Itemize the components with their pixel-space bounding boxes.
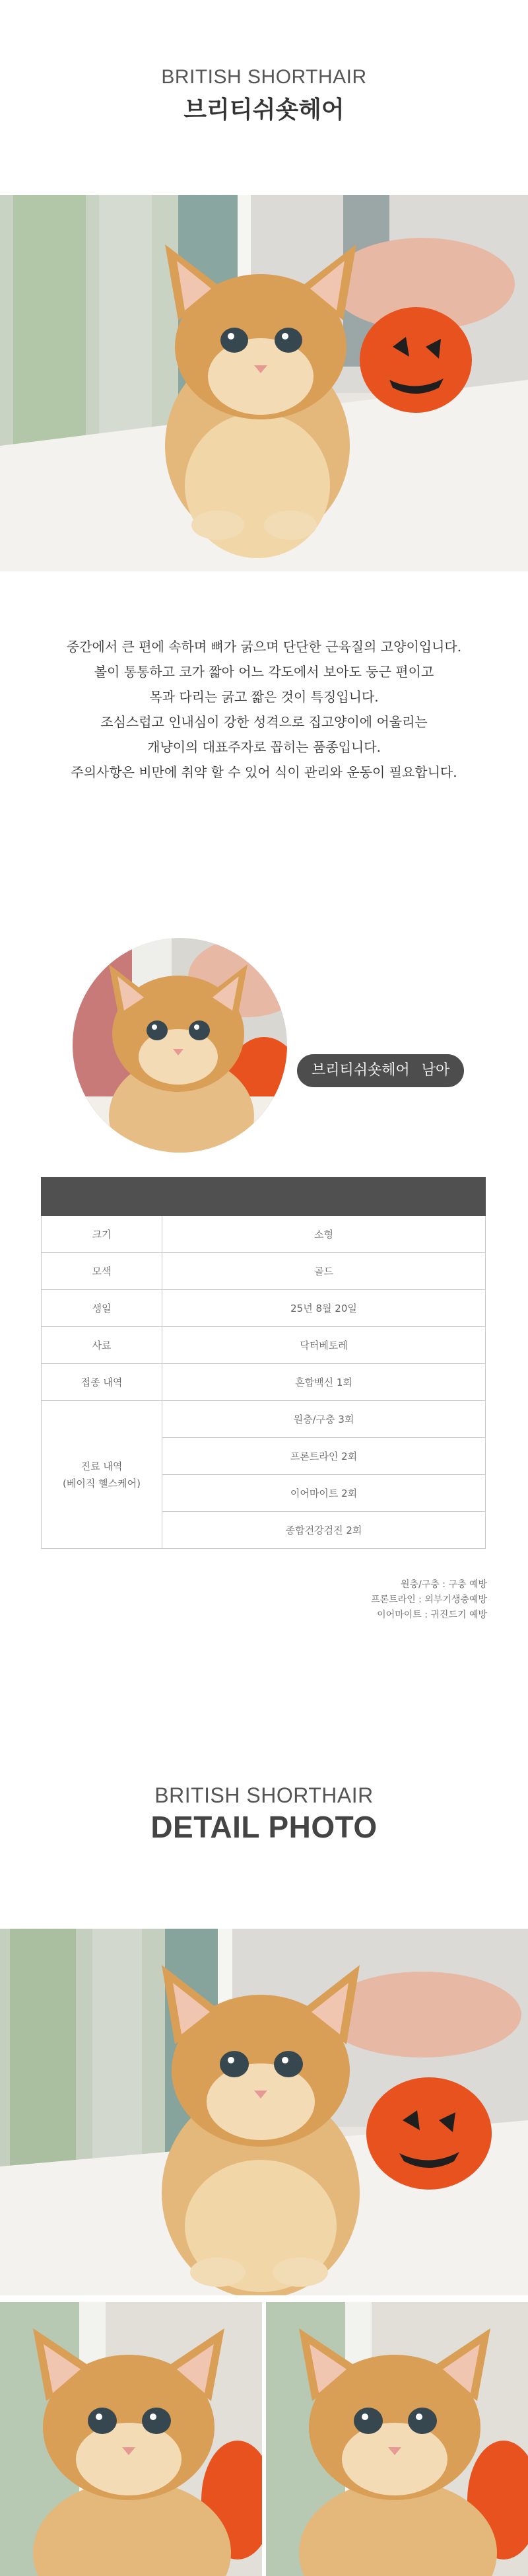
row-value: 골드 bbox=[162, 1253, 486, 1290]
row-key: 사료 bbox=[42, 1327, 162, 1364]
row-value: 25년 8월 20일 bbox=[162, 1290, 486, 1327]
table-row bbox=[42, 1327, 486, 1364]
note-line: 이어마이트 : 귀진드기 예방 bbox=[377, 1610, 487, 1620]
title-en: BRITISH SHORTHAIR bbox=[154, 1783, 374, 1807]
description-line: 볼이 통통하고 코가 짧아 어느 각도에서 보아도 둥근 편이고 bbox=[94, 664, 434, 680]
table-row bbox=[42, 1216, 486, 1253]
treatment-value: 이어마이트 2회 bbox=[162, 1475, 486, 1512]
description-line: 개냥이의 대표주자로 꼽히는 품종입니다. bbox=[147, 739, 381, 755]
table-header-cell bbox=[42, 1178, 162, 1216]
kitten-photo-detail bbox=[0, 1929, 528, 2295]
description-line: 주의사항은 비만에 취약 할 수 있어 식이 관리와 운동이 필요합니다. bbox=[71, 764, 457, 780]
section-header bbox=[0, 66, 528, 125]
title-ko: 브리티쉬숏헤어 bbox=[183, 96, 345, 124]
row-key: 접종 내역 bbox=[42, 1364, 162, 1401]
treatment-key-line: (베이직 헬스케어) bbox=[63, 1477, 141, 1489]
kitten-photo-small-right bbox=[266, 2302, 528, 2576]
title-en: BRITISH SHORTHAIR bbox=[161, 66, 367, 88]
row-key: 크기 bbox=[42, 1216, 162, 1253]
row-value: 혼합백신 1회 bbox=[162, 1364, 486, 1401]
table-row bbox=[42, 1401, 486, 1438]
table-header-row bbox=[42, 1178, 486, 1216]
treatment-value: 프론트라인 2회 bbox=[162, 1438, 486, 1475]
treatment-value: 종합건강검진 2회 bbox=[162, 1512, 486, 1549]
row-key: 생일 bbox=[42, 1290, 162, 1327]
row-key: 모색 bbox=[42, 1253, 162, 1290]
note-line: 원충/구충 : 구충 예방 bbox=[401, 1579, 487, 1590]
breed-sex-badge bbox=[297, 1054, 464, 1087]
info-table bbox=[41, 1177, 486, 1549]
table-header-cell bbox=[162, 1178, 486, 1216]
row-value: 소형 bbox=[162, 1216, 486, 1253]
row-value: 닥터베토레 bbox=[162, 1327, 486, 1364]
description-line: 목과 다리는 굵고 짧은 것이 특징입니다. bbox=[149, 689, 379, 705]
treatment-notes bbox=[371, 1577, 487, 1623]
section-header-detail bbox=[0, 1783, 528, 1845]
treatment-key-line: 진료 내역 bbox=[81, 1460, 123, 1472]
title-detail-photo: DETAIL PHOTO bbox=[150, 1810, 378, 1844]
kitten-photo-small-left bbox=[0, 2302, 262, 2576]
sex-label: 남아 bbox=[421, 1062, 450, 1079]
treatment-key bbox=[42, 1401, 162, 1549]
table-row bbox=[42, 1364, 486, 1401]
treatment-value: 원충/구충 3회 bbox=[162, 1401, 486, 1438]
description-line: 조심스럽고 인내심이 강한 성격으로 집고양이에 어울리는 bbox=[100, 714, 428, 730]
breed-name: 브리티쉬숏헤어 bbox=[312, 1062, 410, 1079]
note-line: 프론트라인 : 외부기생충예방 bbox=[371, 1594, 487, 1605]
table-row bbox=[42, 1253, 486, 1290]
table-row bbox=[42, 1290, 486, 1327]
description-line: 중간에서 큰 편에 속하며 뼈가 굵으며 단단한 근육질의 고양이입니다. bbox=[66, 639, 462, 655]
kitten-profile-photo bbox=[73, 938, 287, 1153]
description-text bbox=[0, 634, 528, 785]
kitten-photo-main bbox=[0, 195, 528, 571]
